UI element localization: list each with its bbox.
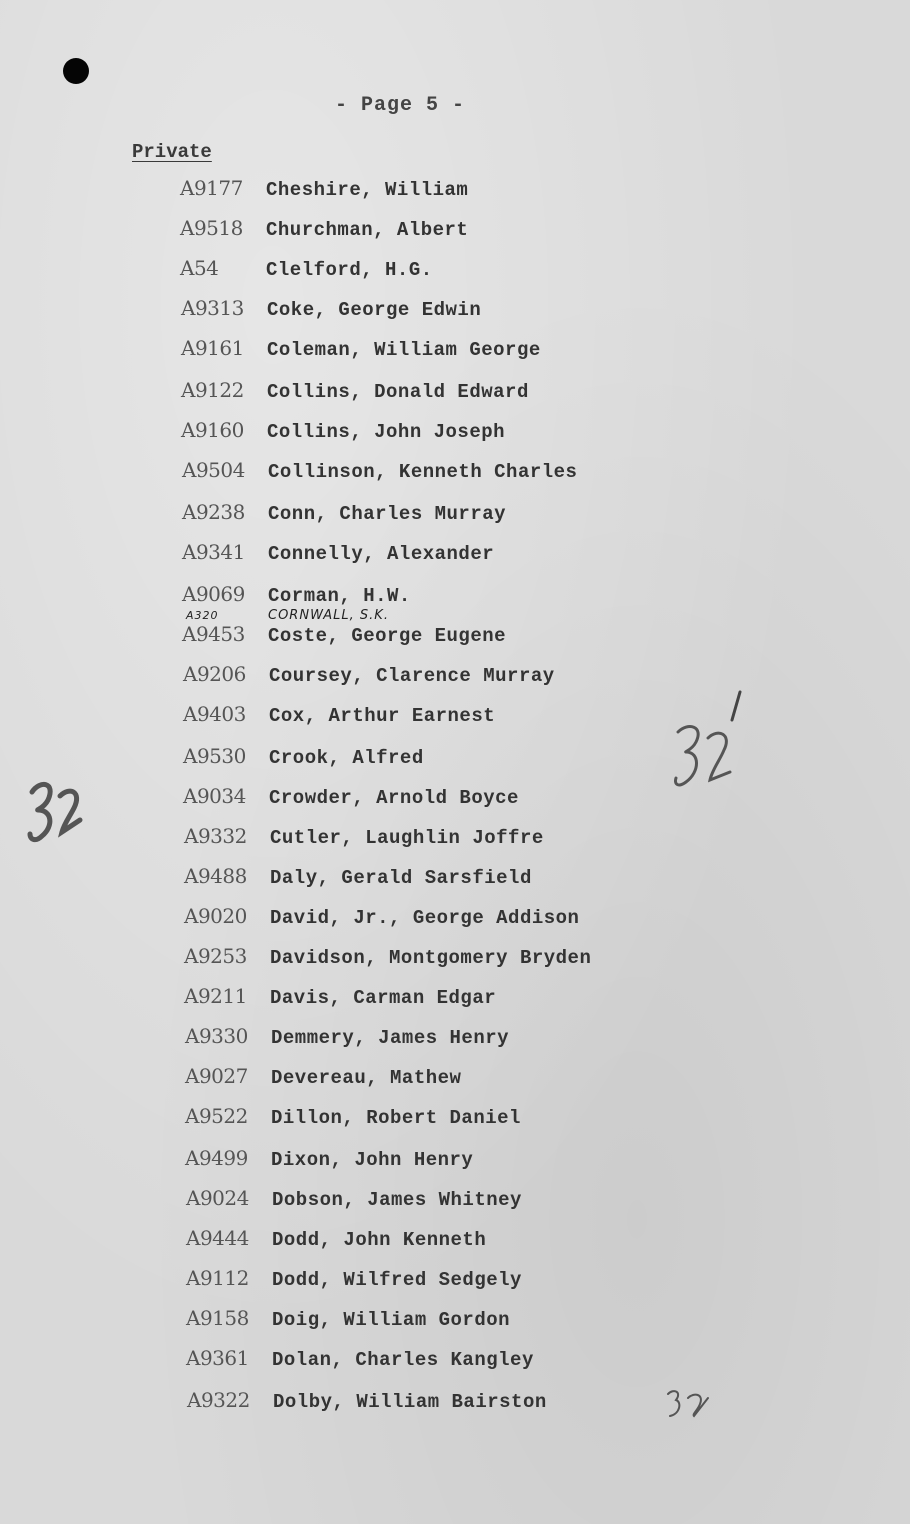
soldier-name: Daly, Gerald Sarsfield	[270, 867, 532, 889]
soldier-name: Dolan, Charles Kangley	[272, 1349, 534, 1371]
service-number: A9453	[182, 622, 245, 646]
service-number: A9504	[182, 458, 245, 482]
soldier-name: Cheshire, William	[266, 179, 469, 201]
service-number: A9020	[184, 904, 247, 928]
roster-row	[184, 824, 544, 854]
soldier-name: Dodd, Wilfred Sedgely	[272, 1269, 522, 1291]
soldier-name: Conn, Charles Murray	[268, 503, 507, 525]
service-number: A9024	[186, 1186, 249, 1210]
service-number: A9361	[186, 1346, 249, 1370]
roster-row	[187, 1388, 547, 1418]
roster-row	[186, 1346, 534, 1376]
roster-row	[186, 1266, 522, 1296]
service-number: A9341	[182, 540, 245, 564]
soldier-name: Crowder, Arnold Boyce	[269, 787, 519, 809]
roster-row	[186, 1306, 510, 1336]
soldier-name: Demmery, James Henry	[271, 1027, 510, 1049]
service-number: A9530	[183, 744, 246, 768]
roster-row	[182, 622, 506, 652]
handwritten-insert	[186, 608, 389, 623]
service-number: A9403	[183, 702, 246, 726]
soldier-name: Corman, H.W.	[268, 585, 411, 607]
soldier-name: Davidson, Montgomery Bryden	[270, 947, 592, 969]
service-number: A9313	[181, 296, 244, 320]
soldier-name: Coste, George Eugene	[268, 625, 507, 647]
roster-row	[186, 1186, 522, 1216]
service-number: A9161	[181, 336, 244, 360]
soldier-name: Dixon, John Henry	[271, 1149, 474, 1171]
roster-row	[184, 944, 591, 974]
service-number: A9253	[184, 944, 247, 968]
roster-row	[183, 662, 555, 692]
service-number: A9034	[183, 784, 246, 808]
roster-row	[182, 540, 494, 570]
service-number: A9332	[184, 824, 247, 848]
service-number: A9160	[181, 418, 244, 442]
roster-row	[183, 784, 519, 814]
roster-row	[184, 864, 532, 894]
pencil-mark-32-bottom	[664, 1384, 714, 1424]
soldier-name: Churchman, Albert	[266, 219, 469, 241]
soldier-name: Dolby, William Bairston	[273, 1391, 547, 1413]
soldier-name: Collinson, Kenneth Charles	[268, 461, 578, 483]
service-number: A9158	[186, 1306, 249, 1330]
pencil-mark-32-left	[26, 770, 86, 850]
soldier-name: Crook, Alfred	[269, 747, 424, 769]
service-number: A9027	[185, 1064, 248, 1088]
roster-row	[184, 904, 579, 934]
soldier-name: Coleman, William George	[267, 339, 541, 361]
roster-row	[186, 1226, 486, 1256]
section-title-private: Private	[132, 141, 212, 163]
service-number: A9488	[184, 864, 247, 888]
soldier-name: Collins, John Joseph	[267, 421, 506, 443]
roster-row	[180, 216, 468, 246]
soldier-name: Clelford, H.G.	[266, 259, 433, 281]
service-number: A9330	[185, 1024, 248, 1048]
soldier-name: Dillon, Robert Daniel	[271, 1107, 521, 1129]
roster-row	[185, 1104, 521, 1134]
soldier-name: Dodd, John Kenneth	[272, 1229, 487, 1251]
soldier-name: Coke, George Edwin	[267, 299, 482, 321]
soldier-name: Cutler, Laughlin Joffre	[270, 827, 544, 849]
roster-row	[185, 1024, 509, 1054]
soldier-name: Devereau, Mathew	[271, 1067, 462, 1089]
handwritten-insert-number: A320	[186, 609, 219, 622]
roster-row	[185, 1146, 473, 1176]
soldier-name: Dobson, James Whitney	[272, 1189, 522, 1211]
service-number: A9444	[186, 1226, 249, 1250]
page-header: - Page 5 -	[334, 94, 466, 117]
roster-row	[183, 702, 495, 732]
roster-row	[182, 458, 577, 488]
service-number: A9499	[185, 1146, 248, 1170]
soldier-name: Collins, Donald Edward	[267, 381, 529, 403]
service-number: A9518	[180, 216, 243, 240]
service-number: A9122	[181, 378, 244, 402]
service-number: A9177	[180, 176, 243, 200]
service-number: A54	[180, 256, 219, 280]
roster-row	[183, 744, 424, 774]
roster-row	[184, 984, 496, 1014]
roster-row	[182, 500, 506, 530]
soldier-name: Connelly, Alexander	[268, 543, 495, 565]
pencil-mark-32-right	[668, 688, 758, 808]
roster-row	[181, 336, 541, 366]
service-number: A9522	[185, 1104, 248, 1128]
roster-row	[181, 378, 529, 408]
service-number: A9112	[186, 1266, 249, 1290]
roster-row	[180, 176, 468, 206]
roster-row	[181, 296, 481, 326]
service-number: A9238	[182, 500, 245, 524]
soldier-name: Doig, William Gordon	[272, 1309, 511, 1331]
soldier-name: Cox, Arthur Earnest	[269, 705, 496, 727]
roster-row	[180, 256, 433, 286]
service-number: A9211	[184, 984, 247, 1008]
service-number: A9206	[183, 662, 246, 686]
soldier-name: Davis, Carman Edgar	[270, 987, 497, 1009]
soldier-name: David, Jr., George Addison	[270, 907, 580, 929]
service-number: A9322	[187, 1388, 250, 1412]
soldier-name: Coursey, Clarence Murray	[269, 665, 555, 687]
roster-row	[181, 418, 505, 448]
roster-row	[185, 1064, 461, 1094]
service-number: A9069	[182, 582, 245, 606]
handwritten-insert-name: CORNWALL, S.K.	[268, 608, 389, 623]
